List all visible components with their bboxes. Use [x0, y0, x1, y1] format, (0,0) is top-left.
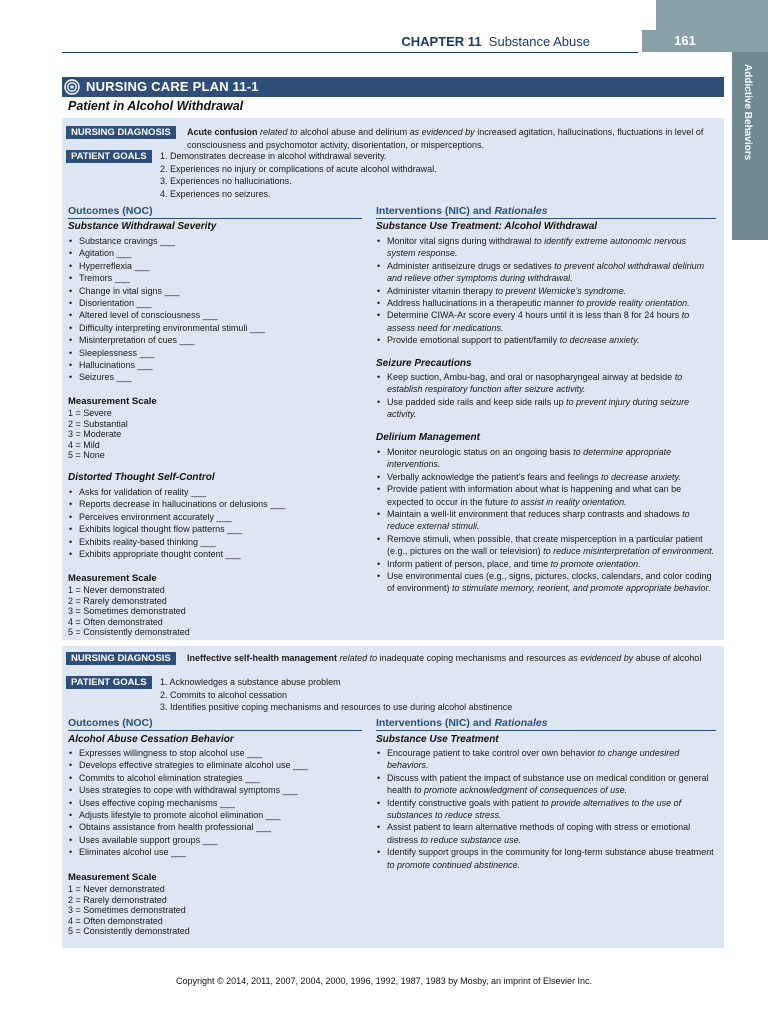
measurement-scale	[68, 585, 190, 638]
interventions-rule	[376, 218, 716, 219]
section-separator	[62, 640, 724, 646]
scale-item: 1 = Never demonstrated	[68, 585, 165, 595]
copyright-footer: Copyright © 2014, 2011, 2007, 2004, 2000, 1996, 1992, 1987, 1983 by Mosby, an imprint of Elsevier Inc.	[175, 976, 593, 986]
list-item: • Altered level of consciousness ___	[68, 309, 362, 321]
scale-item: 5 = Consistently demonstrated	[68, 926, 190, 936]
side-tab-label: Addictive Behaviors	[742, 64, 753, 161]
list-item: • Exhibits reality-based thinking ___	[68, 536, 362, 548]
list-item: • Eliminates alcohol use ___	[68, 846, 362, 858]
list-item: • Hyperreflexia ___	[68, 260, 362, 272]
goal-item: 2. Experiences no injury or complications of acute alcohol withdrawal.	[160, 163, 437, 174]
interventions-header: Interventions (NIC) and Rationales	[376, 717, 548, 729]
measurement-scale-title: Measurement Scale	[68, 872, 157, 883]
scale-item: 3 = Sometimes demonstrated	[68, 905, 186, 915]
list-item: • Uses available support groups ___	[68, 834, 362, 846]
list-item: • Monitor neurologic status on an ongoing basis to determine appropriate interventions.	[376, 446, 716, 471]
scale-item: 2 = Rarely demonstrated	[68, 595, 167, 606]
outcomes-header: Outcomes (NOC)	[68, 717, 153, 729]
list-item: • Exhibits appropriate thought content ___	[68, 548, 362, 560]
plan-title: NURSING CARE PLAN 11-1	[86, 79, 259, 94]
header-rule	[62, 52, 638, 53]
nic-title: Substance Use Treatment: Alcohol Withdrawal	[376, 221, 598, 232]
nursing-diagnosis-tag: NURSING DIAGNOSIS	[66, 652, 176, 665]
scale-item: 5 = Consistently demonstrated	[68, 627, 190, 637]
measurement-scale	[68, 408, 128, 461]
list-item: • Sleeplessness ___	[68, 347, 362, 359]
list-item: • Agitation ___	[68, 247, 362, 259]
scale-item: 1 = Never demonstrated	[68, 884, 165, 894]
list-item: • Asks for validation of reality ___	[68, 486, 362, 498]
list-item: • Obtains assistance from health professional ___	[68, 821, 362, 833]
nic-list	[376, 446, 716, 595]
side-tab	[732, 52, 768, 240]
interventions-header: Interventions (NIC) and Rationales	[376, 205, 548, 217]
list-item: • Provide emotional support to patient/family to decrease anxiety.	[376, 334, 716, 346]
list-item: • Tremors ___	[68, 272, 362, 284]
list-item: • Identify constructive goals with patient to provide alternatives to the use of substances to reduce stress.	[376, 797, 716, 822]
scale-item: 5 = None	[68, 450, 105, 460]
scale-item: 2 = Substantial	[68, 418, 128, 429]
list-item: • Difficulty interpreting environmental stimuli ___	[68, 322, 362, 334]
list-item: • Administer antiseizure drugs or sedatives to prevent alcohol withdrawal delirium and relieve other symptoms during withdrawal.	[376, 260, 716, 285]
goal-item: 4. Experiences no seizures.	[160, 188, 271, 199]
nic-list	[376, 371, 716, 421]
patient-goals-list	[160, 676, 512, 714]
list-item: • Adjusts lifestyle to promote alcohol elimination ___	[68, 809, 362, 821]
list-item: • Expresses willingness to stop alcohol use ___	[68, 747, 362, 759]
nic-title: Substance Use Treatment	[376, 734, 499, 745]
scale-item: 4 = Often demonstrated	[68, 616, 163, 627]
target-icon	[64, 79, 80, 95]
nursing-diagnosis-tag: NURSING DIAGNOSIS	[66, 126, 176, 139]
interventions-rule	[376, 730, 716, 731]
list-item: • Disorientation ___	[68, 297, 362, 309]
list-item: • Address hallucinations in a therapeutic manner to provide reality orientation.	[376, 297, 716, 309]
goal-item: 3. Identifies positive coping mechanisms and resources to use during alcohol abstinence	[160, 702, 513, 712]
list-item: • Assist patient to learn alternative methods of coping with stress or emotional distress to reduce substance use.	[376, 821, 716, 846]
scale-item: 2 = Rarely demonstrated	[68, 894, 167, 905]
outcomes-header: Outcomes (NOC)	[68, 205, 153, 217]
list-item: • Remove stimuli, when possible, that create misperception in a particular patient (e.g., pictures on the wall or television) to reduce misinterpretation of environment.	[376, 533, 716, 558]
nic-title: Seizure Precautions	[376, 358, 472, 369]
patient-goals-list	[160, 150, 437, 200]
scale-item: 3 = Sometimes demonstrated	[68, 606, 186, 616]
scale-item: 4 = Mild	[68, 439, 100, 450]
noc-list	[68, 747, 362, 859]
list-item: • Use environmental cues (e.g., signs, pictures, clocks, calendars, and color coding of environment) to stimulate memory, reorient, and promote appropriate behavior.	[376, 570, 716, 595]
page-number: 161	[642, 30, 728, 52]
chapter-label: CHAPTER 11	[401, 34, 482, 49]
noc-title: Distorted Thought Self-Control	[68, 472, 215, 483]
list-item: • Change in vital signs ___	[68, 285, 362, 297]
plan-title-bar	[62, 77, 724, 97]
chapter-title: Substance Abuse	[488, 34, 590, 49]
list-item: • Verbally acknowledge the patient’s fears and feelings to decrease anxiety.	[376, 471, 716, 483]
list-item: • Uses strategies to cope with withdrawal symptoms ___	[68, 784, 362, 796]
list-item: • Discuss with patient the impact of substance use on medical condition or general health to promote acknowledgment of consequences of use.	[376, 772, 716, 797]
measurement-scale-title: Measurement Scale	[68, 396, 157, 407]
list-item: • Keep suction, Ambu-bag, and oral or nasopharyngeal airway at bedside to establish respiratory function after seizure activity.	[376, 371, 716, 396]
goal-item: 2. Commits to alcohol cessation	[160, 689, 288, 700]
noc-list	[68, 486, 362, 560]
list-item: • Substance cravings ___	[68, 235, 362, 247]
list-item: • Administer vitamin therapy to prevent Wernicke’s syndrome.	[376, 285, 716, 297]
list-item: • Monitor vital signs during withdrawal to identify extreme autonomic nervous system response.	[376, 235, 716, 260]
scale-item: 1 = Severe	[68, 408, 112, 418]
list-item: • Uses effective coping mechanisms ___	[68, 797, 362, 809]
list-item: • Identify support groups in the community for long-term substance abuse treatment to promote continued abstinence.	[376, 846, 716, 871]
goal-item: 3. Experiences no hallucinations.	[160, 176, 292, 186]
measurement-scale	[68, 884, 190, 937]
goal-item: 1. Demonstrates decrease in alcohol withdrawal severity.	[160, 151, 387, 161]
list-item: • Use padded side rails and keep side rails up to prevent injury during seizure activity.	[376, 396, 716, 421]
scale-item: 3 = Moderate	[68, 429, 122, 439]
scale-item: 4 = Often demonstrated	[68, 915, 163, 926]
page-header	[62, 30, 726, 52]
list-item: • Commits to alcohol elimination strategies ___	[68, 772, 362, 784]
nic-list	[376, 235, 716, 347]
nic-title: Delirium Management	[376, 432, 480, 443]
list-item: • Misinterpretation of cues ___	[68, 334, 362, 346]
patient-goals-tag: PATIENT GOALS	[66, 150, 152, 163]
plan-subtitle: Patient in Alcohol Withdrawal	[68, 99, 244, 113]
nic-list	[376, 747, 716, 871]
list-item: • Encourage patient to take control over own behavior to change undesired behaviors.	[376, 747, 716, 772]
list-item: • Develops effective strategies to eliminate alcohol use ___	[68, 759, 362, 771]
list-item: • Exhibits logical thought flow patterns ___	[68, 523, 362, 535]
patient-goals-tag: PATIENT GOALS	[66, 676, 152, 689]
list-item: • Maintain a well-lit environment that reduces sharp contrasts and shadows to reduce external stimuli.	[376, 508, 716, 533]
noc-title: Substance Withdrawal Severity	[68, 221, 217, 232]
goal-item: 1. Acknowledges a substance abuse problem	[160, 677, 341, 687]
list-item: • Reports decrease in hallucinations or delusions ___	[68, 498, 362, 510]
list-item: • Seizures ___	[68, 371, 362, 383]
diagnosis-statement: Acute confusion related to alcohol abuse and delirium as evidenced by increased agitation, hallucinations, fluctuations in level of consciousness and psychomotor activity, disorientation, or misperceptions.	[187, 127, 704, 150]
list-item: • Determine CIWA-Ar score every 4 hours until it is less than 8 for 24 hours to assess need for medications.	[376, 309, 716, 334]
noc-list	[68, 235, 362, 384]
list-item: • Inform patient of person, place, and time to promote orientation.	[376, 558, 716, 570]
noc-title: Alcohol Abuse Cessation Behavior	[68, 734, 234, 745]
outcomes-rule	[68, 218, 362, 219]
outcomes-rule	[68, 730, 362, 731]
measurement-scale-title: Measurement Scale	[68, 573, 157, 584]
list-item: • Hallucinations ___	[68, 359, 362, 371]
diagnosis-statement: Ineffective self-health management related to inadequate coping mechanisms and resources as evidenced by abuse of alcohol	[187, 653, 702, 663]
list-item: • Provide patient with information about what is happening and what can be expected to occur in the future to assist in reality orientation.	[376, 483, 716, 508]
list-item: • Perceives environment accurately ___	[68, 511, 362, 523]
chapter-heading	[401, 34, 590, 49]
